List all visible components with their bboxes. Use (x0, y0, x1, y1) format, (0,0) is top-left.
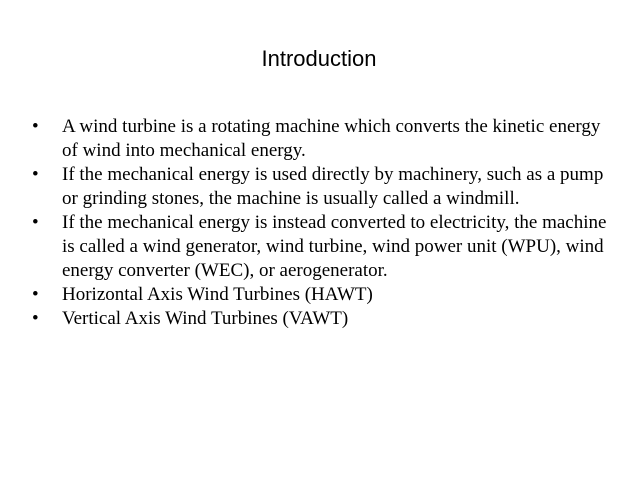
bullet-item (32, 283, 612, 307)
bullet-icon: • (32, 308, 39, 329)
bullet-item (32, 211, 612, 283)
bullet-icon: • (32, 164, 39, 185)
bullet-item (32, 163, 612, 211)
bullet-text: If the mechanical energy is used directly by machinery, such as a pump or grinding stones, the machine is usually called a windmill. (62, 164, 604, 209)
bullet-text: If the mechanical energy is instead converted to electricity, the machine is called a wind generator, wind turbine, wind power unit (WPU), wind energy converter (WEC), or aerogenerator. (62, 212, 607, 281)
bullet-icon: • (32, 212, 39, 233)
slide-title: Introduction (261, 46, 377, 71)
bullet-icon: • (32, 284, 39, 305)
bullet-text: Vertical Axis Wind Turbines (VAWT) (62, 308, 349, 329)
bullet-text: Horizontal Axis Wind Turbines (HAWT) (62, 284, 373, 305)
bullet-icon: • (32, 116, 39, 137)
bullet-text: A wind turbine is a rotating machine which converts the kinetic energy of wind into mechanical energy. (62, 116, 601, 161)
bullet-list (32, 115, 612, 331)
bullet-item (32, 115, 612, 163)
bullet-item (32, 307, 612, 331)
